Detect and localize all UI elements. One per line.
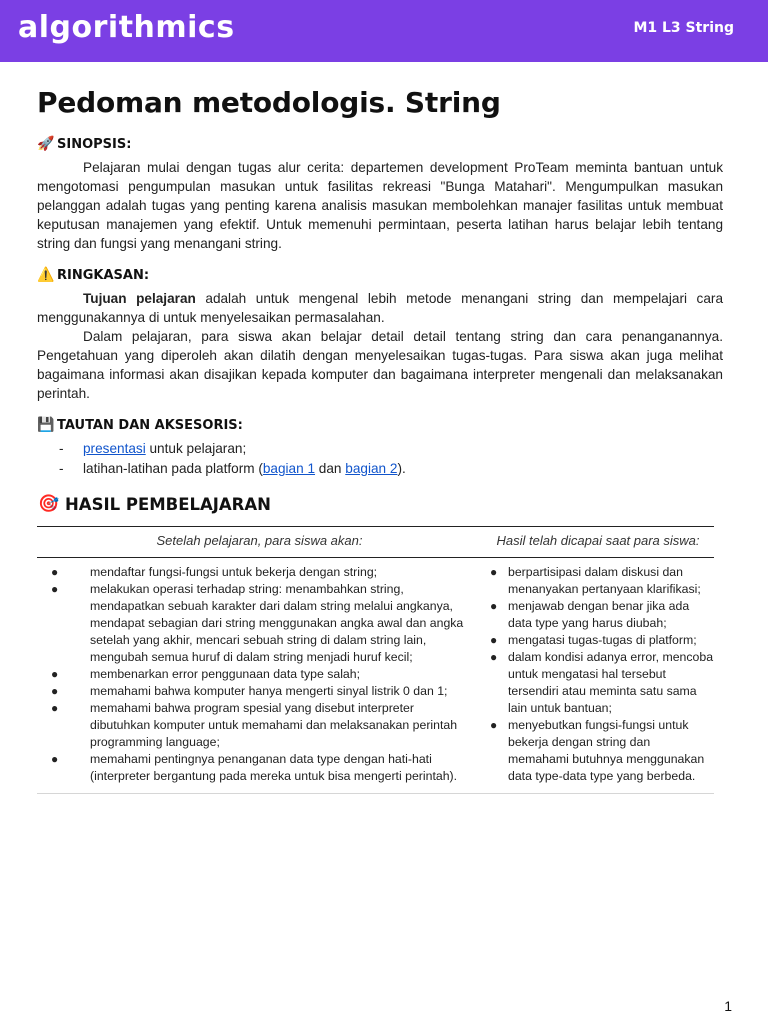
bullet-marker: ● xyxy=(490,565,498,579)
lesson-code: M1 L3 String xyxy=(633,20,734,36)
list-item-text: membenarkan error penggunaan data type salah; xyxy=(90,667,361,681)
list-item-text: dalam kondisi adanya error, mencoba untuk mengatasi hal tersebut tersendiri atau meminta satu sama lain untuk bantuan; xyxy=(508,650,714,715)
list-item xyxy=(37,564,482,581)
bullet-marker: ● xyxy=(490,599,498,613)
list-item-text: memahami bahwa komputer hanya mengerti sinyal listrik 0 dan 1; xyxy=(90,684,448,698)
summary-heading xyxy=(37,266,723,284)
results-cell xyxy=(482,558,714,794)
bullet-marker: ● xyxy=(51,701,59,715)
bullet-marker: ● xyxy=(51,684,59,698)
column-header-objectives: Setelah pelajaran, para siswa akan: xyxy=(37,527,482,558)
list-item xyxy=(482,564,714,598)
objectives-list xyxy=(37,564,482,785)
synopsis-text: Pelajaran mulai dengan tugas alur cerita: departemen development ProTeam meminta bantuan untuk mengotomasi pengumpulan masukan untuk fasilitas rekreasi "Bunga Matahari". Mengumpulkan masukan pelanggan adalah tugas yang penting karena analisis masukan membolehkan manajer fasilitas untuk membuat keputusan manajemen yang efektif. Untuk memenuhi permintaan, peserta latihan harus belajar lebih tentang string dan fungsi yang menangani string. xyxy=(37,160,723,251)
list-item-text: memahami bahwa program spesial yang disebut interpreter dibutuhkan komputer untuk memahami dan melaksanakan perintah programming language; xyxy=(90,701,458,749)
link-suffix: untuk pelajaran; xyxy=(145,441,247,456)
list-item xyxy=(37,439,723,459)
outcomes-table xyxy=(37,526,714,794)
column-header-results: Hasil telah dicapai saat para siswa: xyxy=(482,527,714,558)
link-joiner: dan xyxy=(315,461,346,476)
algorithmics-logo: algorithmics xyxy=(18,10,235,45)
bullet-marker: ● xyxy=(51,752,59,766)
bullet-marker: ● xyxy=(490,650,498,664)
table-row xyxy=(37,558,714,794)
bullet-marker: ● xyxy=(51,667,59,681)
list-item xyxy=(37,683,482,700)
list-item-text: menjawab dengan benar jika ada data type yang harus diubah; xyxy=(508,599,690,630)
document-body xyxy=(37,86,723,794)
bullet-marker: ● xyxy=(490,718,498,732)
summary-paragraph-2: Dalam pelajaran, para siswa akan belajar detail detail tentang string dan cara penanganannya. Pengetahuan yang diperoleh akan dilatih dengan menyelesaikan tugas-tugas. Para siswa akan juga melihat bagaimana informasi akan disajikan kepada komputer dan bagaimana interpreter mengenali dan melaksanakan perintah. xyxy=(37,329,723,401)
learning-outcomes-label: HASIL PEMBELAJARAN xyxy=(65,494,271,514)
results-list xyxy=(482,564,714,785)
list-item xyxy=(37,700,482,751)
dash-marker: - xyxy=(59,441,64,456)
page-title: Pedoman metodologis. String xyxy=(37,86,501,119)
part-2-link[interactable]: bagian 2 xyxy=(345,461,398,476)
list-item xyxy=(37,666,482,683)
floppy-disk-icon: 💾 xyxy=(37,417,55,433)
links-list xyxy=(37,439,723,479)
part-1-link[interactable]: bagian 1 xyxy=(262,461,316,476)
lesson-goal-bold: Tujuan pelajaran xyxy=(83,291,196,306)
list-item xyxy=(482,717,714,785)
list-item-text: menyebutkan fungsi-fungsi untuk bekerja dengan string dan memahami butuhnya menggunakan data type-data type yang berbeda. xyxy=(508,718,705,783)
presentation-link[interactable]: presentasi xyxy=(83,441,146,456)
rocket-icon: 🚀 xyxy=(37,136,55,152)
list-item xyxy=(482,649,714,717)
bullet-marker: ● xyxy=(490,633,498,647)
links-heading-label: TAUTAN DAN AKSESORIS: xyxy=(57,417,243,433)
list-item xyxy=(37,751,482,785)
synopsis-heading xyxy=(37,135,723,153)
warning-icon: ⚠️ xyxy=(37,267,55,283)
page-number: 1 xyxy=(724,998,732,1014)
list-item xyxy=(482,598,714,632)
objectives-cell xyxy=(37,558,482,794)
link-close: ). xyxy=(397,461,406,476)
lesson-goal-text: adalah untuk mengenal lebih metode menangani string dan mempelajari cara menggunakannya di untuk menyelesaikan permasalahan. xyxy=(37,291,724,325)
summary-paragraph-1 xyxy=(37,289,723,327)
target-icon: 🎯 xyxy=(38,494,60,514)
dash-marker: - xyxy=(59,461,64,476)
learning-outcomes-heading xyxy=(37,493,723,515)
list-item-text: mengatasi tugas-tugas di platform; xyxy=(508,633,697,647)
list-item xyxy=(482,632,714,649)
synopsis-heading-label: SINOPSIS: xyxy=(57,136,132,152)
list-item-text: mendaftar fungsi-fungsi untuk bekerja dengan string; xyxy=(90,565,378,579)
bullet-marker: ● xyxy=(51,565,59,579)
list-item xyxy=(37,581,482,666)
platform-text: latihan-latihan pada platform ( xyxy=(83,461,263,476)
list-item-text: memahami pentingnya penanganan data type dengan hati-hati (interpreter bergantung pada mereka untuk bisa mengerti perintah). xyxy=(90,752,458,783)
page-header xyxy=(0,0,768,62)
links-heading xyxy=(37,416,723,434)
list-item-text: melakukan operasi terhadap string: menambahkan string, mendapatkan sebuah karakter dari dalam string melalui angkanya, mendapat sebagian dari string menggunakan angka awal dan angka setelah yang akhir, mencari sebuah string di dalam string lain, mengubah semua huruf di dalam string menjadi huruf kecil; xyxy=(90,582,464,664)
list-item xyxy=(37,459,723,479)
bullet-marker: ● xyxy=(51,582,59,596)
list-item-text: berpartisipasi dalam diskusi dan menanyakan pertanyaan klarifikasi; xyxy=(508,565,701,596)
summary-heading-label: RINGKASAN: xyxy=(57,267,150,283)
